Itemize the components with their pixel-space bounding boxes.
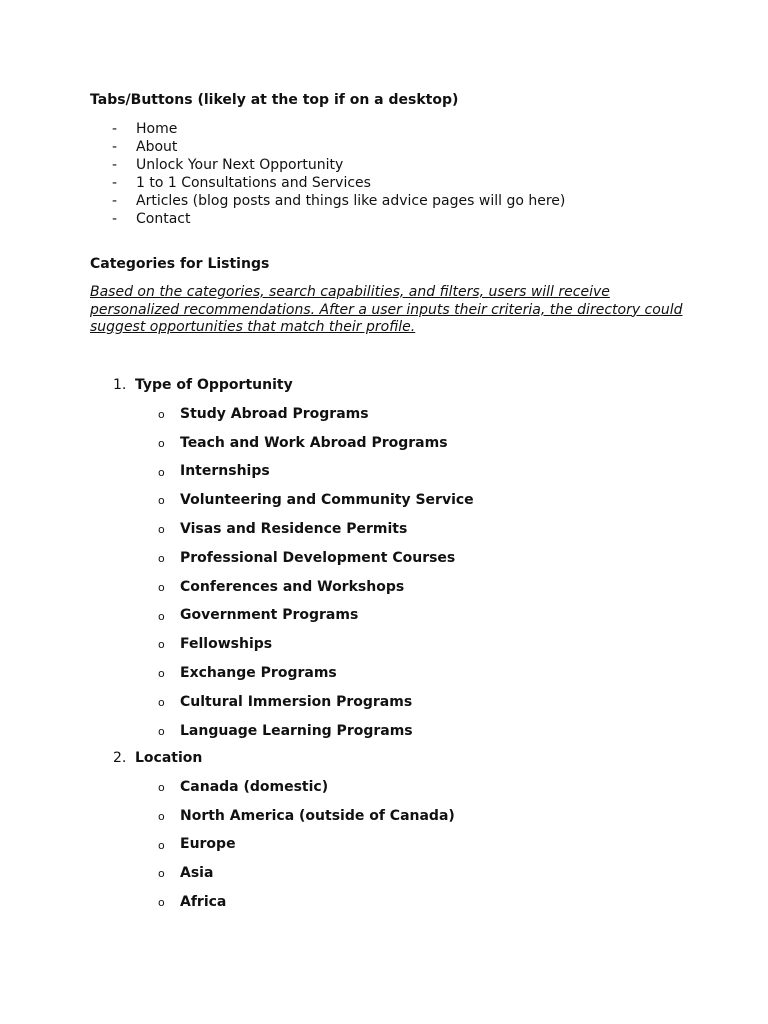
- list-item-label: Europe: [180, 836, 236, 853]
- list-item-label: Conferences and Workshops: [180, 578, 405, 595]
- circle-bullet: o: [158, 781, 165, 794]
- intro-line: Based on the categories, search capabilities, and filters, users will receive: [90, 284, 610, 300]
- list-item-label: Volunteering and Community Service: [180, 492, 474, 509]
- list-item-label: Africa: [180, 893, 227, 910]
- tab-item-label: Unlock Your Next Opportunity: [136, 157, 344, 173]
- categories-heading: Categories for Listings: [90, 256, 270, 272]
- tabs-heading: Tabs/Buttons (likely at the top if on a desktop): [90, 92, 459, 108]
- tab-item-label: Articles (blog posts and things like advice pages will go here): [136, 193, 566, 209]
- circle-bullet: o: [158, 667, 165, 681]
- circle-bullet: o: [158, 838, 165, 852]
- circle-bullet: o: [158, 896, 165, 910]
- circle-bullet: o: [158, 609, 165, 623]
- circle-bullet: o: [158, 867, 165, 881]
- list-item-label: Teach and Work Abroad Programs: [180, 434, 448, 451]
- dash-marker: -: [112, 139, 118, 155]
- list-item-label: Government Programs: [180, 607, 359, 624]
- dash-marker: -: [112, 211, 118, 227]
- tabs-list-item: [90, 192, 565, 210]
- tabs-list-item: [90, 174, 565, 192]
- list-item-label: Asia: [180, 865, 214, 882]
- category-title: Type of Opportunity: [135, 377, 293, 393]
- dash-marker: -: [112, 193, 118, 209]
- list-item-label: Exchange Programs: [180, 664, 337, 681]
- dash-marker: -: [112, 157, 118, 173]
- circle-bullet: o: [158, 523, 165, 537]
- dash-marker: -: [112, 175, 118, 191]
- circle-bullet: o: [158, 638, 165, 652]
- list-item-label: Cultural Immersion Programs: [180, 693, 413, 710]
- circle-bullet: o: [158, 580, 165, 594]
- tabs-list-item: [90, 138, 565, 156]
- tab-item-label: Contact: [136, 211, 191, 227]
- list-item-label: Internships: [180, 463, 270, 480]
- category-number: 1.: [113, 377, 127, 393]
- circle-bullet: o: [158, 551, 165, 565]
- category-number: 2.: [113, 750, 127, 766]
- categories-intro: [90, 284, 690, 337]
- tab-item-label: About: [136, 139, 178, 155]
- circle-bullet: o: [158, 724, 165, 738]
- list-item-label: Fellowships: [180, 636, 273, 653]
- tabs-list-item: [90, 156, 565, 174]
- tabs-list-item: [90, 210, 565, 228]
- circle-bullet: o: [158, 436, 165, 450]
- list-item-label: Canada (domestic): [180, 778, 329, 795]
- tab-item-label: 1 to 1 Consultations and Services: [136, 175, 371, 191]
- list-item-label: Study Abroad Programs: [180, 405, 369, 422]
- list-item-label: Visas and Residence Permits: [180, 520, 408, 537]
- list-item-label: Language Learning Programs: [180, 722, 413, 739]
- intro-line: personalized recommendations. After a user inputs their criteria, the directory could: [90, 301, 683, 318]
- list-item-label: Professional Development Courses: [180, 549, 456, 566]
- intro-line: suggest opportunities that match their profile.: [90, 319, 416, 335]
- circle-bullet: o: [158, 695, 165, 709]
- circle-bullet: o: [158, 465, 165, 479]
- circle-bullet: o: [158, 809, 165, 823]
- dash-marker: -: [112, 121, 118, 137]
- tabs-list-item: [90, 120, 565, 138]
- category-title: Location: [135, 750, 203, 766]
- tabs-list: [90, 120, 565, 228]
- tab-item-label: Home: [136, 121, 178, 137]
- circle-bullet: o: [158, 494, 165, 508]
- list-item-label: North America (outside of Canada): [180, 807, 455, 824]
- circle-bullet: o: [158, 408, 165, 421]
